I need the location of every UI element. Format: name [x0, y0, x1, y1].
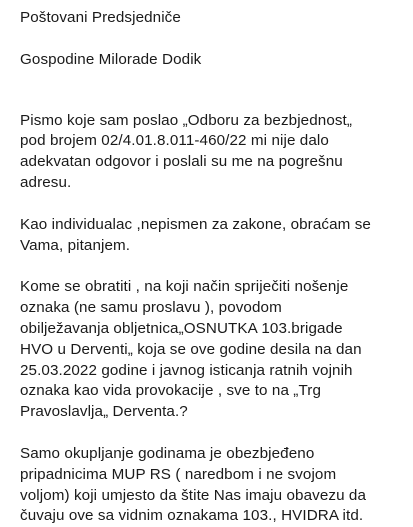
paragraph-2 — [20, 215, 413, 257]
paragraph-line: adekvatan odgovor i poslali su me na pogrešnu — [20, 153, 343, 171]
paragraph-3 — [20, 277, 413, 423]
paragraph-line: Kome se obratiti , na koji način spriječiti nošenje — [20, 278, 349, 296]
paragraph-line: adresu. — [20, 173, 72, 191]
paragraph-line: pod brojem 02/4.01.8.011-460/22 mi nije dalo — [20, 132, 329, 150]
paragraph-line: pripadnicima MUP RS ( naredbom i ne svojom — [20, 465, 337, 483]
paragraph-line: obilježavanja obljetnica„OSNUTKA 103.brigade — [20, 319, 343, 337]
paragraph-line: 25.03.2022 godine i javnog isticanja ratnih vojnih — [20, 361, 353, 379]
paragraph-line: Vama, pitanjem. — [20, 236, 131, 254]
paragraph-line: voljom) koji umjesto da štite Nas imaju obavezu da — [20, 486, 367, 504]
paragraph-line: oznaka (ne samu proslavu ), povodom — [20, 299, 282, 317]
paragraph-line: čuvaju ove sa vidnim oznakama 103., HVIDRA itd. — [20, 507, 364, 525]
paragraph-line: Kao individualac ,nepismen za zakone, obraćam se — [20, 215, 371, 233]
paragraph-line: Pravoslavlja„ Derventa.? — [20, 403, 188, 421]
paragraph-line: Samo okupljanje godinama je obezbjeđeno — [20, 444, 315, 462]
paragraph-1 — [20, 111, 413, 194]
letter-body — [20, 8, 413, 527]
paragraph-line: oznaka kao vida provokacije , sve to na „Trg — [20, 382, 321, 400]
addressee: Gospodine Milorade Dodik — [20, 50, 202, 68]
salutation: Poštovani Predsjedniče — [20, 9, 181, 26]
paragraph-line: Pismo koje sam poslao „Odboru za bezbjednost„ — [20, 111, 353, 129]
paragraph-line: HVO u Derventi„ koja se ove godine desila na dan — [20, 340, 362, 358]
paragraph-4 — [20, 444, 413, 527]
